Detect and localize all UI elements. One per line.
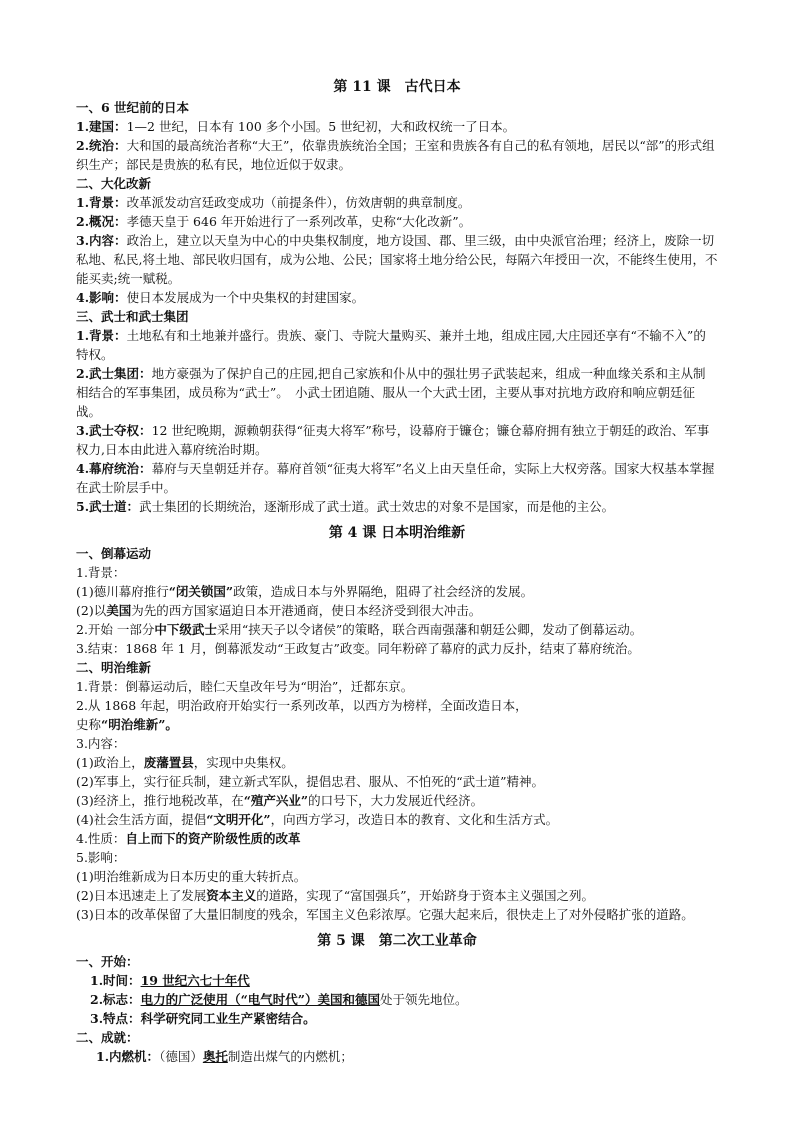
line-combustion-engine: 1.内燃机：（德国）奥托制造出煤气的内燃机； (96, 1049, 353, 1064)
paragraph-reform-background: 1.背景：改革派发动宫廷政变成功（前提条件），仿效唐朝的典章制度。 (76, 195, 471, 210)
line-movement-end: 3.结束：1868 年 1 月，倒幕派发动“王政复古”政变。同年粉碎了幕府的武力反扑，结束了幕府统治。 (76, 641, 640, 656)
line-marker: 2.标志：电力的广泛使用（“电气时代”）美国和德国处于领先地位。 (90, 992, 468, 1007)
lesson-11-title: 第 11 课 古代日本 (333, 79, 461, 95)
heading-overthrow-movement: 一、倒幕运动 (76, 546, 152, 561)
line-content-label: 3.内容： (76, 736, 126, 751)
heading-taika-reform: 二、大化改新 (76, 176, 152, 191)
line-political: (1)政治上，废藩置县，实现中央集权。 (76, 755, 294, 770)
paragraph-shogunate: 4.幕府统治：幕府与天皇朝廷并存。幕府首领“征夷大将军”名义上由天皇任命，实际上大权旁落。国家大权基本掌握在武士阶层手中。 (76, 461, 715, 495)
paragraph-rule: 2.统治：大和国的最高统治者称“大王”，依靠贵族统治全国；王室和贵族各有自己的私有领地，居民以“部”的形式组织生产；部民是贵族的私有民，地位近似于奴隶。 (76, 138, 715, 172)
line-time: 1.时间：19 世纪六七十年代 (90, 973, 250, 988)
line-seclusion: (1)德川幕府推行“闭关锁国”政策，造成日本与外界隔绝，阻碍了社会经济的发展。 (76, 584, 534, 599)
line-economic: (3)经济上，推行地税改革，在“殖产兴业”的口号下，大力发展近代经济。 (76, 793, 484, 808)
heading-meiji-restoration: 二、明治维新 (76, 660, 152, 675)
line-impact-label: 5.影响： (76, 850, 126, 865)
line-capitalism: (2)日本迅速走上了发展资本主义的道路，实现了“富国强兵”，开始跻身于资本主义强国之列。 (76, 888, 595, 903)
line-meiji-reforms: 2.从 1868 年起，明治政府开始实行一系列改革，以西方为榜样，全面改造日本， (76, 698, 528, 713)
paragraph-bushido: 5.武士道：武士集团的长期统治，逐渐形成了武士道。武士效忠的对象不是国家，而是他的主公。 (76, 499, 615, 514)
heading-samurai: 三、武士和武士集团 (76, 309, 189, 324)
line-militarism: (3)日本的改革保留了大量旧制度的残余，军国主义色彩浓厚。它强大起来后，很快走上了对外侵略扩张的道路。 (76, 907, 694, 922)
line-background-label: 1.背景： (76, 565, 126, 580)
paragraph-founding: 1.建国：1—2 世纪，日本有 100 多个小国。5 世纪初，大和政权统一了日本。 (76, 119, 516, 134)
paragraph-reform-impact: 4.影响：使日本发展成为一个中央集权的封建国家。 (76, 290, 365, 305)
paragraph-samurai-groups: 2.武士集团：地方豪强为了保护自己的庄园,把自己家族和仆从中的强壮男子武装起来，组成一种血缘关系和主从制相结合的军事集团，成员称为“武士”。 小武士团追随、服从一个大武士团，主要从事对抗地方政府和响应朝廷征战。 (76, 366, 706, 419)
paragraph-samurai-power: 3.武士夺权：12 世纪晚期，源赖朝获得“征夷大将军”称号，设幕府于镰仓；镰仓幕府拥有独立于朝廷的政治、军事权力,日本由此进入幕府统治时期。 (76, 423, 710, 457)
paragraph-samurai-background: 1.背景：土地私有和土地兼并盛行。贵族、豪门、寺院大量购买、兼并土地，组成庄园,大庄园还享有“不输不入”的特权。 (76, 328, 706, 362)
line-social: (4)社会生活方面，提倡“文明开化”，向西方学习，改造日本的教育、文化和生活方式。 (76, 812, 559, 827)
heading-pre-6th-century: 一、6 世纪前的日本 (76, 100, 190, 115)
line-turning-point: (1)明治维新成为日本历史的重大转折点。 (76, 869, 307, 884)
lesson-5-title: 第 5 课 第二次工业革命 (317, 933, 477, 949)
line-military: (2)军事上，实行征兵制，建立新式军队，提倡忠君、服从、不怕死的“武士道”精神。 (76, 774, 544, 789)
line-feature: 3.特点：科学研究同工业生产紧密结合。 (90, 1011, 316, 1026)
heading-achievements: 二、成就： (76, 1030, 139, 1045)
line-meiji-name: 史称“明治维新”。 (76, 717, 178, 732)
line-nature: 4.性质：自上而下的资产阶级性质的改革 (76, 831, 301, 846)
paragraph-reform-content: 3.内容：政治上，建立以天皇为中心的中央集权制度，地方设国、郡、里三级，由中央派官治理；经济上，废除一切私地、私民,将土地、部民收归国有，成为公地、公民；国家将土地分给公民，每隔六年授田一次，不能终生使用，不能买卖;统一赋税。 (76, 233, 718, 286)
heading-start: 一、开始： (76, 954, 139, 969)
paragraph-reform-overview: 2.概况：孝德天皇于 646 年开始进行了一系列改革，史称“大化改新”。 (76, 214, 472, 229)
line-meiji-background: 1.背景：倒幕运动后，睦仁天皇改年号为“明治”，迁都东京。 (76, 679, 414, 694)
line-movement-start: 2.开始 一部分中下级武士采用“挟天子以令诸侯”的策略，联合西南强藩和朝廷公卿，发动了倒幕运动。 (76, 622, 643, 637)
lesson-4-title: 第 4 课 日本明治维新 (328, 525, 466, 541)
line-western-pressure: (2)以美国为先的西方国家逼迫日本开港通商，使日本经济受到很大冲击。 (76, 603, 482, 618)
